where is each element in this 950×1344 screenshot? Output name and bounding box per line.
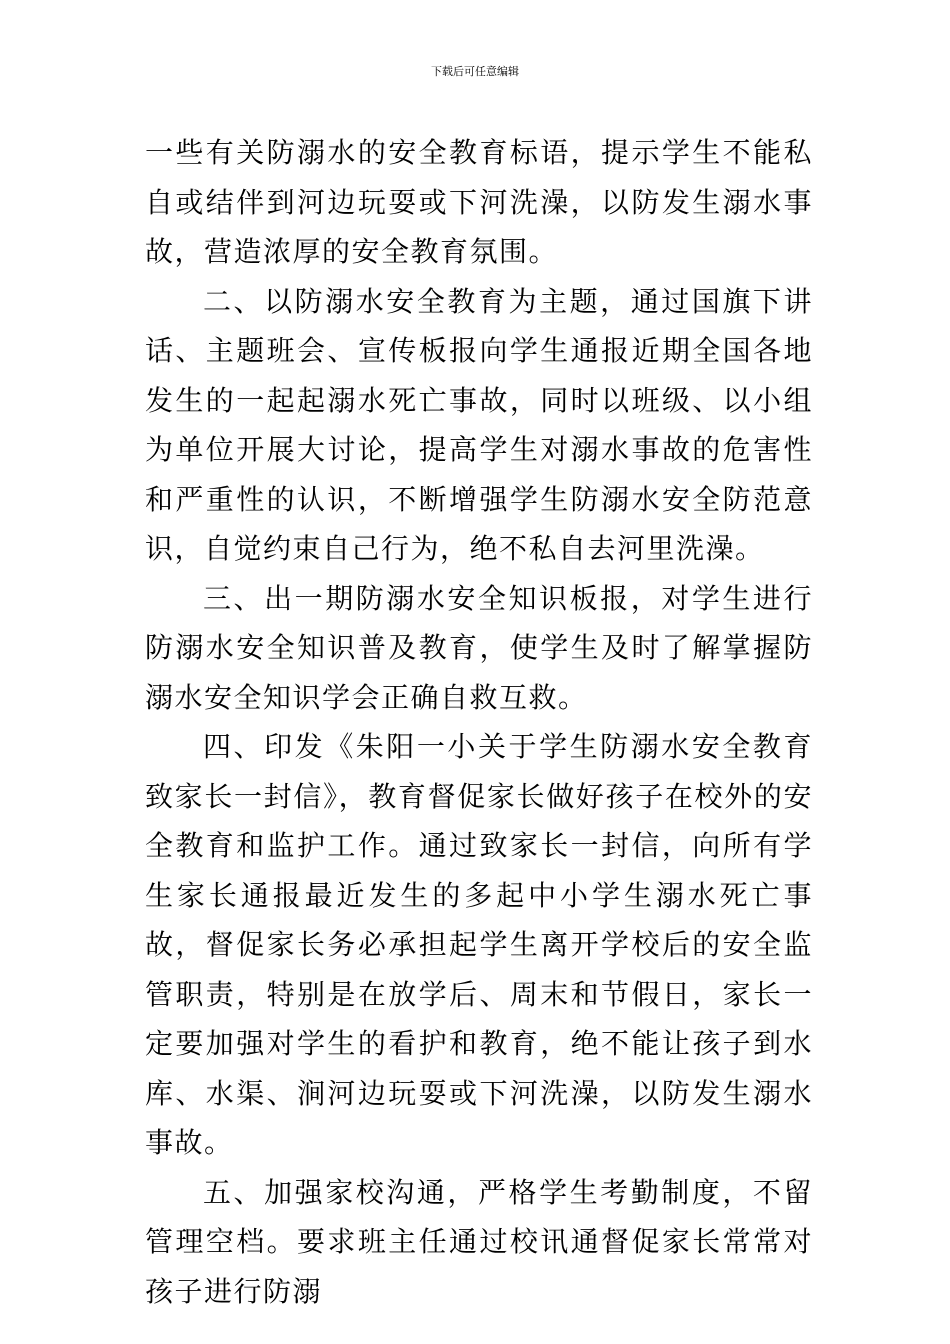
paragraph-5: 五、加强家校沟通，严格学生考勤制度，不留管理空档。要求班主任通过校讯通督促家长常常对孩子进行防溺 bbox=[145, 1175, 813, 1308]
document-body bbox=[145, 128, 813, 1316]
paragraph-2: 二、以防溺水安全教育为主题，通过国旗下讲话、主题班会、宣传板报向学生通报近期全国各地发生的一起起溺水死亡事故，同时以班级、以小组为单位开展大讨论，提高学生对溺水事故的危害性和严重性的认识，不断增强学生防溺水安全防范意识，自觉约束自己行为，绝不私自去河里洗澡。 bbox=[145, 284, 813, 565]
paragraph-3: 三、出一期防溺水安全知识板报，对学生进行防溺水安全知识普及教育，使学生及时了解掌握防溺水安全知识学会正确自救互救。 bbox=[145, 581, 813, 714]
page-header: 下载后可任意编辑 bbox=[431, 65, 519, 78]
paragraph-4: 四、印发《朱阳一小关于学生防溺水安全教育致家长一封信》，教育督促家长做好孩子在校外的安全教育和监护工作。通过致家长一封信，向所有学生家长通报最近发生的多起中小学生溺水死亡事故，督促家长务必承担起学生离开学校后的安全监管职责，特别是在放学后、周末和节假日，家长一定要加强对学生的看护和教育，绝不能让孩子到水库、水渠、涧河边玩耍或下河洗澡，以防发生溺水事故。 bbox=[145, 730, 813, 1159]
paragraph-1: 一些有关防溺水的安全教育标语，提示学生不能私自或结伴到河边玩耍或下河洗澡，以防发生溺水事故，营造浓厚的安全教育氛围。 bbox=[145, 136, 813, 268]
